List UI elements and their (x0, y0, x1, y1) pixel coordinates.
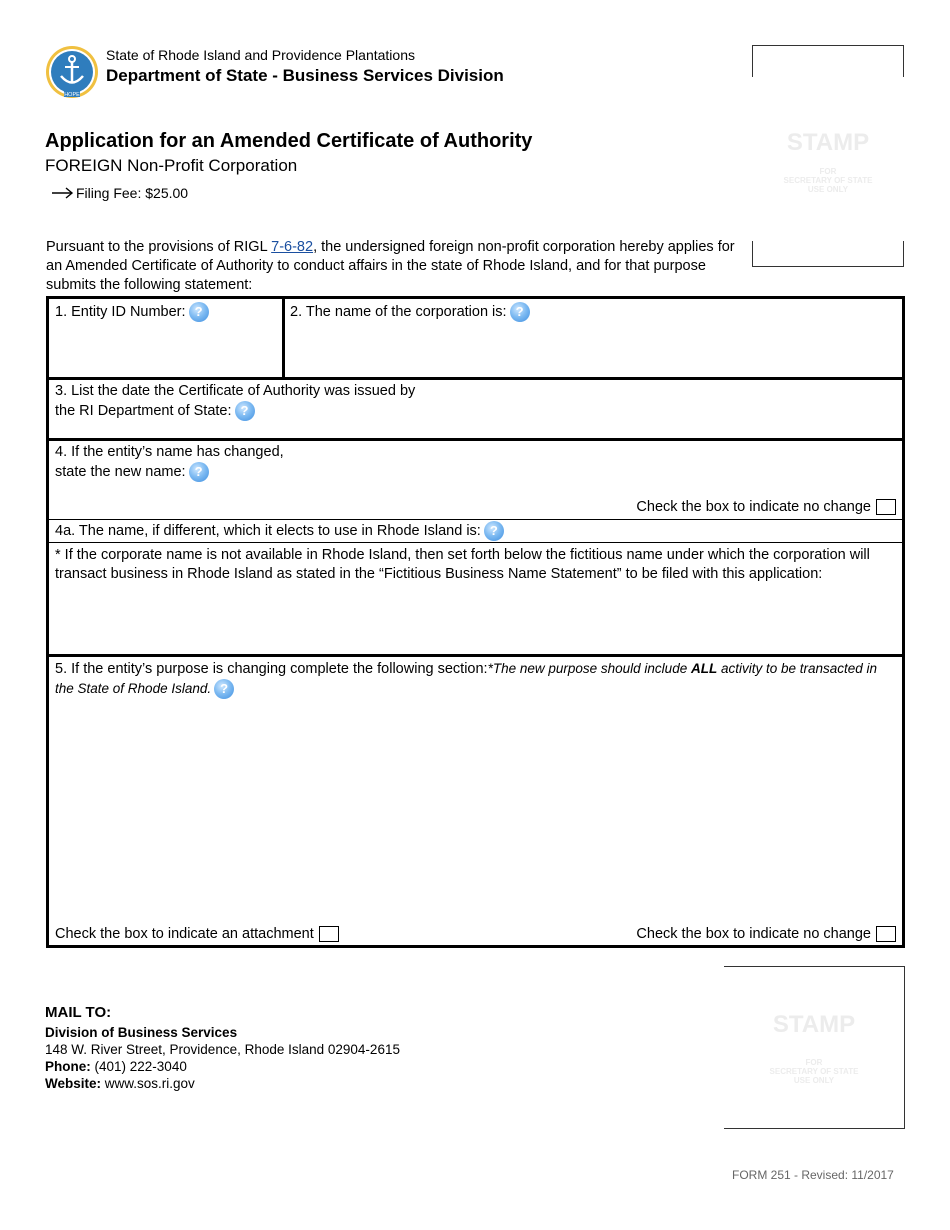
attachment-checkbox[interactable] (319, 926, 339, 942)
help-icon[interactable]: ? (189, 302, 209, 322)
no-change-purpose (636, 925, 896, 944)
street-address: 148 W. River Street, Providence, Rhode Island 02904-2615 (45, 1042, 400, 1057)
division-name: Division of Business Services (45, 1025, 238, 1040)
form-fields (46, 296, 905, 948)
entity-id-text: 1. Entity ID Number: (55, 303, 186, 320)
purpose-note-end: activity to be transacted in the State of Rhode Island. (55, 661, 878, 696)
no-change-new-name (636, 498, 896, 517)
no-change-text: Check the box to indicate no change (636, 499, 871, 515)
purpose-note-start: *The new purpose should include (487, 661, 691, 676)
no-change-text: Check the box to indicate no change (636, 926, 871, 942)
stamp-frame-top (752, 45, 904, 77)
issue-date-text-1: 3. List the date the Certificate of Authority was issued by (55, 383, 416, 399)
website-label: Website: (45, 1076, 102, 1091)
entity-id-label (55, 302, 209, 322)
issue-date-text-2: the RI Department of State: (55, 402, 232, 419)
issue-date-label (55, 382, 415, 421)
help-icon[interactable]: ? (484, 521, 504, 541)
form-number: FORM 251 - Revised: 11/2017 (732, 1168, 894, 1182)
intro-statement (46, 238, 736, 295)
help-icon[interactable]: ? (235, 401, 255, 421)
new-name-text-2: state the new name: (55, 463, 186, 480)
filing-fee-text: Filing Fee: $25.00 (76, 185, 189, 201)
state-seal (45, 45, 99, 99)
department-name: Department of State - Business Services Division (106, 66, 504, 85)
mail-to-heading: MAIL TO: (45, 1004, 112, 1021)
stamp-note-3: USE ONLY (807, 185, 849, 194)
row-ri-name (49, 519, 902, 543)
intro-text-end: , the undersigned foreign non-profit corporation hereby applies for an Amended Certificate of Authority to conduct affairs in the state of Rhode Island, and for that purpose submits the following statement: (46, 239, 735, 293)
stamp-note-2: SECRETARY OF STATE (769, 1067, 859, 1076)
stamp-label: STAMP (772, 1011, 856, 1038)
purpose-label (55, 659, 891, 699)
no-change-checkbox[interactable] (876, 499, 896, 515)
filing-fee (52, 185, 188, 201)
corporation-name-label (290, 302, 530, 322)
intro-text-start: Pursuant to the provisions of RIGL (46, 239, 272, 255)
row-new-name (49, 438, 902, 520)
fictitious-name-text: * If the corporate name is not available in Rhode Island, then set forth below the fictitious name under which the corporation will transact business in Rhode Island as stated in the “Fictitious Business Name Statement” to be filed with this application: (55, 547, 870, 582)
stamp-frame-bottom (752, 241, 904, 267)
stamp-note-1: FOR (805, 1058, 823, 1067)
attachment-text: Check the box to indicate an attachment (55, 926, 314, 942)
stamp-area-top (752, 45, 904, 267)
new-name-label (55, 443, 284, 482)
stamp-note-2: SECRETARY OF STATE (783, 176, 873, 185)
page-title: Application for an Amended Certificate of Authority (45, 130, 533, 152)
stamp-area-bottom (724, 966, 905, 1129)
stamp-note-3: USE ONLY (793, 1076, 835, 1085)
mail-to-address (45, 1024, 400, 1092)
row-issue-date (49, 377, 902, 439)
ri-name-label (55, 521, 504, 541)
phone-label: Phone: (45, 1059, 91, 1074)
page-subtitle: FOREIGN Non-Profit Corporation (45, 156, 298, 175)
no-change-checkbox[interactable] (876, 926, 896, 942)
stamp-note-1: FOR (819, 167, 837, 176)
phone-number: (401) 222-3040 (94, 1059, 187, 1074)
arrow-right-icon (52, 187, 74, 199)
help-icon[interactable]: ? (510, 302, 530, 322)
row-fictitious-name (49, 542, 902, 655)
corporation-name-text: 2. The name of the corporation is: (290, 303, 507, 320)
state-name: State of Rhode Island and Providence Plantations (106, 47, 415, 63)
purpose-text: 5. If the entity’s purpose is changing complete the following section: (55, 661, 488, 677)
attachment-check (55, 925, 339, 944)
rigl-link[interactable]: 7-6-82 (271, 239, 314, 255)
row-purpose (49, 654, 902, 948)
website-url: www.sos.ri.gov (104, 1076, 195, 1091)
anchor-icon (45, 45, 99, 99)
help-icon[interactable]: ? (189, 462, 209, 482)
website-line (45, 1075, 400, 1092)
purpose-note-bold: ALL (690, 661, 718, 676)
phone-line (45, 1058, 400, 1075)
new-name-text-1: 4. If the entity’s name has changed, (55, 444, 284, 460)
column-divider (282, 299, 285, 378)
svg-text:HOPE: HOPE (64, 92, 80, 98)
help-icon[interactable]: ? (214, 679, 234, 699)
stamp-label: STAMP (786, 129, 870, 156)
ri-name-text: 4a. The name, if different, which it elects to use in Rhode Island is: (55, 522, 481, 539)
row-entity-id-name (49, 299, 902, 378)
